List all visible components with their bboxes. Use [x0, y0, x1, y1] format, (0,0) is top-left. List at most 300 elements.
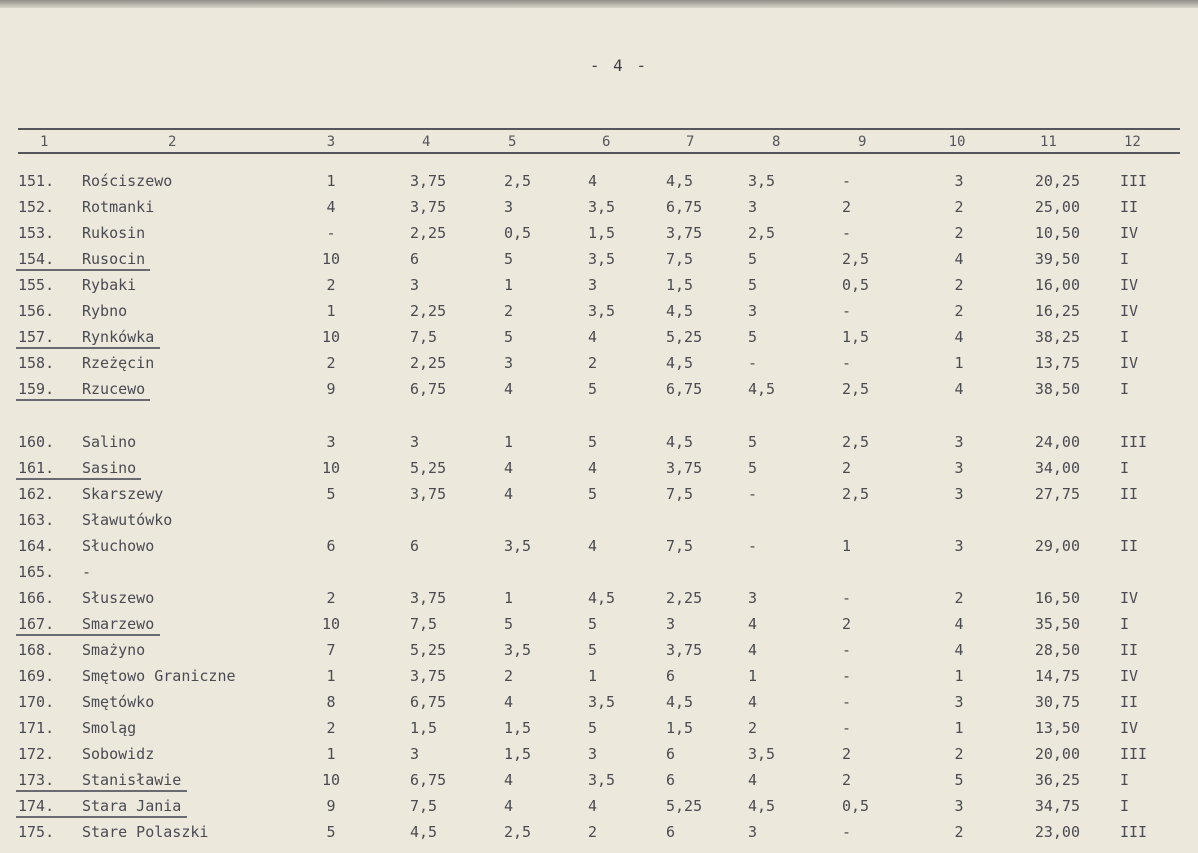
- table-row: [0, 272, 1198, 298]
- row-underline: [16, 269, 150, 271]
- table-cell: 0,5: [842, 276, 870, 294]
- table-cell: 5: [588, 433, 598, 451]
- table-cell: 4: [748, 615, 758, 633]
- row-number: 157.: [18, 328, 55, 346]
- table-cell: 20,25: [1034, 172, 1080, 190]
- table-cell: 4,5: [666, 172, 694, 190]
- row-number: 172.: [18, 745, 55, 763]
- table-cell: 4: [954, 641, 964, 659]
- table-cell: 2,5: [748, 224, 776, 242]
- table-cell: 27,75: [1034, 485, 1080, 503]
- table-cell: II: [1120, 641, 1139, 659]
- table-cell: 4: [954, 328, 964, 346]
- table-cell: 2,5: [842, 433, 870, 451]
- table-row: [0, 246, 1198, 272]
- table-cell: 7,5: [666, 485, 694, 503]
- table-cell: 5: [748, 276, 758, 294]
- locality-name: Słuchowo: [82, 537, 155, 555]
- table-row: [0, 533, 1198, 559]
- table-cell: 1,5: [410, 719, 438, 737]
- table-cell: 3: [954, 459, 964, 477]
- table-cell: 6,75: [666, 380, 703, 398]
- column-header: 10: [948, 134, 966, 150]
- table-cell: 1,5: [666, 276, 694, 294]
- table-cell: 2,25: [410, 302, 447, 320]
- table-cell: 5: [748, 250, 758, 268]
- table-cell: -: [748, 537, 758, 555]
- table-cell: 5: [588, 719, 598, 737]
- table-cell: IV: [1120, 224, 1139, 242]
- table-cell: -: [842, 302, 852, 320]
- table-cell: 7,5: [666, 537, 694, 555]
- table-cell: 5: [748, 433, 758, 451]
- locality-name: Rukosin: [82, 224, 146, 242]
- table-cell: -: [842, 224, 852, 242]
- table-cell: I: [1120, 250, 1130, 268]
- table-cell: 2: [326, 276, 336, 294]
- table-cell: 2: [954, 823, 964, 841]
- table-cell: 3,75: [410, 589, 447, 607]
- column-header: 12: [1124, 134, 1141, 150]
- table-cell: 5,25: [410, 641, 447, 659]
- table-cell: IV: [1120, 354, 1139, 372]
- table-cell: 2,25: [410, 354, 447, 372]
- table-cell: 4,5: [748, 380, 776, 398]
- table-cell: 28,50: [1034, 641, 1080, 659]
- header-bottom-rule: [18, 152, 1180, 154]
- table-cell: 2,25: [410, 224, 447, 242]
- table-cell: 4: [504, 693, 514, 711]
- locality-name: Sławutówko: [82, 511, 173, 529]
- table-cell: 20,00: [1034, 745, 1080, 763]
- table-row: [0, 194, 1198, 220]
- locality-name: Smętowo Graniczne: [82, 667, 236, 685]
- locality-name: Rusocin: [82, 250, 146, 268]
- table-cell: 10: [321, 459, 341, 477]
- table-cell: 3: [666, 615, 676, 633]
- table-cell: 29,00: [1034, 537, 1080, 555]
- column-header: 3: [326, 134, 336, 150]
- table-cell: 4: [588, 172, 598, 190]
- table-cell: 3,5: [504, 537, 532, 555]
- table-cell: 0,5: [504, 224, 532, 242]
- table-cell: IV: [1120, 276, 1139, 294]
- table-cell: 1: [954, 354, 964, 372]
- column-header: 9: [858, 134, 867, 150]
- column-header: 8: [772, 134, 781, 150]
- locality-name: Rynkówka: [82, 328, 155, 346]
- table-cell: 1: [748, 667, 758, 685]
- column-header: 7: [686, 134, 695, 150]
- table-cell: 16,00: [1034, 276, 1080, 294]
- table-cell: 7,5: [410, 328, 438, 346]
- table-cell: 3: [954, 537, 964, 555]
- table-cell: 3,75: [666, 641, 703, 659]
- table-cell: 3,75: [410, 485, 447, 503]
- table-cell: 5: [504, 328, 514, 346]
- row-number: 162.: [18, 485, 55, 503]
- locality-name: Sobowidz: [82, 745, 155, 763]
- table-cell: 30,75: [1034, 693, 1080, 711]
- table-cell: 2,5: [504, 172, 532, 190]
- table-cell: 2: [504, 667, 514, 685]
- table-cell: 2,5: [842, 485, 870, 503]
- table-cell: 38,25: [1034, 328, 1080, 346]
- table-cell: I: [1120, 380, 1130, 398]
- table-cell: 4: [588, 328, 598, 346]
- table-cell: 4,5: [666, 693, 694, 711]
- locality-name: Rybno: [82, 302, 128, 320]
- table-cell: -: [842, 667, 852, 685]
- table-row: [0, 741, 1198, 767]
- row-underline: [16, 478, 141, 480]
- table-cell: 3,5: [588, 250, 616, 268]
- locality-name: Smętówko: [82, 693, 155, 711]
- table-cell: 3,75: [666, 459, 703, 477]
- table-cell: -: [748, 354, 758, 372]
- locality-name: Rzucewo: [82, 380, 146, 398]
- table-cell: 4,5: [666, 354, 694, 372]
- row-number: 163.: [18, 511, 55, 529]
- table-cell: 5: [588, 641, 598, 659]
- table-cell: 1: [588, 667, 598, 685]
- table-cell: 2: [842, 198, 852, 216]
- table-cell: 2: [842, 459, 852, 477]
- column-header: 2: [168, 134, 177, 150]
- table-row: [0, 481, 1198, 507]
- table-cell: 4: [954, 380, 964, 398]
- table-cell: 1: [326, 172, 336, 190]
- table-cell: 0,5: [842, 797, 870, 815]
- table-cell: 3,75: [410, 172, 447, 190]
- locality-name: Stanisławie: [82, 771, 182, 789]
- table-row: [0, 663, 1198, 689]
- table-cell: 2: [954, 276, 964, 294]
- table-cell: 2: [588, 354, 598, 372]
- table-cell: 6: [666, 823, 676, 841]
- table-row: [0, 611, 1198, 637]
- locality-name: Słuszewo: [82, 589, 155, 607]
- table-cell: -: [842, 172, 852, 190]
- table-cell: 5,25: [666, 797, 703, 815]
- table-cell: 3,75: [410, 667, 447, 685]
- table-cell: 1,5: [504, 745, 532, 763]
- table-cell: -: [842, 589, 852, 607]
- table-cell: 2,25: [666, 589, 703, 607]
- table-cell: 4,5: [748, 797, 776, 815]
- table-cell: 2: [954, 745, 964, 763]
- locality-name: Smoląg: [82, 719, 137, 737]
- table-cell: 3: [748, 302, 758, 320]
- table-cell: 5: [588, 615, 598, 633]
- table-cell: 4: [504, 797, 514, 815]
- table-cell: 3,75: [410, 198, 447, 216]
- table-cell: 7,5: [410, 615, 438, 633]
- table-cell: IV: [1120, 667, 1139, 685]
- locality-name: Rościszewo: [82, 172, 173, 190]
- table-cell: -: [326, 224, 336, 242]
- table-cell: 3: [954, 172, 964, 190]
- row-number: 169.: [18, 667, 55, 685]
- row-underline: [16, 790, 187, 792]
- table-cell: 2: [588, 823, 598, 841]
- table-row: [0, 455, 1198, 481]
- table-cell: 7,5: [410, 797, 438, 815]
- table-cell: 1,5: [588, 224, 616, 242]
- table-cell: 16,50: [1034, 589, 1080, 607]
- table-cell: 1,5: [504, 719, 532, 737]
- table-cell: 3: [954, 797, 964, 815]
- locality-name: Smarzewo: [82, 615, 155, 633]
- table-cell: 5: [504, 250, 514, 268]
- column-header: 4: [422, 134, 431, 150]
- table-cell: I: [1120, 328, 1130, 346]
- table-cell: -: [748, 485, 758, 503]
- table-row: [0, 689, 1198, 715]
- table-cell: II: [1120, 537, 1139, 555]
- table-cell: 35,50: [1034, 615, 1080, 633]
- table-cell: 6,75: [666, 198, 703, 216]
- table-cell: 24,00: [1034, 433, 1080, 451]
- table-cell: 38,50: [1034, 380, 1080, 398]
- table-cell: 1: [326, 745, 336, 763]
- table-cell: 4: [326, 198, 336, 216]
- row-number: 170.: [18, 693, 55, 711]
- table-row: [0, 637, 1198, 663]
- table-cell: 2: [954, 302, 964, 320]
- table-cell: 5: [326, 485, 336, 503]
- table-cell: 6: [410, 250, 420, 268]
- table-cell: 3,5: [748, 745, 776, 763]
- table-cell: 25,00: [1034, 198, 1080, 216]
- table-cell: 5,25: [666, 328, 703, 346]
- locality-name: Stare Polaszki: [82, 823, 209, 841]
- table-cell: 5: [326, 823, 336, 841]
- table-cell: 10: [321, 328, 341, 346]
- table-cell: 4: [504, 380, 514, 398]
- table-cell: 1: [504, 433, 514, 451]
- table-row: [0, 429, 1198, 455]
- table-cell: 8: [326, 693, 336, 711]
- table-row: [0, 350, 1198, 376]
- row-number: 174.: [18, 797, 55, 815]
- locality-name: Sasino: [82, 459, 137, 477]
- table-cell: 2: [842, 771, 852, 789]
- table-cell: 4: [588, 459, 598, 477]
- table-cell: 4,5: [410, 823, 438, 841]
- table-cell: 1: [504, 589, 514, 607]
- table-row: [0, 376, 1198, 402]
- table-cell: III: [1120, 823, 1148, 841]
- table-row: [0, 507, 1198, 533]
- table-cell: 4: [504, 485, 514, 503]
- table-cell: 3: [504, 354, 514, 372]
- table-cell: 6,75: [410, 693, 447, 711]
- row-number: 158.: [18, 354, 55, 372]
- table-cell: 5: [748, 459, 758, 477]
- table-cell: 2: [954, 224, 964, 242]
- table-cell: 14,75: [1034, 667, 1080, 685]
- table-cell: 3,5: [588, 771, 616, 789]
- table-cell: 2: [326, 354, 336, 372]
- table-cell: 10: [321, 615, 341, 633]
- table-cell: 4: [588, 537, 598, 555]
- table-cell: 6: [666, 667, 676, 685]
- row-number: 159.: [18, 380, 55, 398]
- table-cell: 2: [748, 719, 758, 737]
- table-cell: 4: [748, 771, 758, 789]
- table-cell: 5: [954, 771, 964, 789]
- table-top-rule: [18, 128, 1180, 130]
- column-header: 6: [602, 134, 611, 150]
- table-cell: 4: [954, 250, 964, 268]
- table-cell: 3: [748, 198, 758, 216]
- row-underline: [16, 399, 150, 401]
- table-cell: 1: [504, 276, 514, 294]
- table-row: [0, 793, 1198, 819]
- row-number: 166.: [18, 589, 55, 607]
- table-cell: 3: [588, 745, 598, 763]
- column-header: 1: [40, 134, 49, 150]
- table-cell: 16,25: [1034, 302, 1080, 320]
- table-cell: 4: [748, 693, 758, 711]
- table-cell: 2,5: [842, 250, 870, 268]
- row-number: 167.: [18, 615, 55, 633]
- locality-name: Rybaki: [82, 276, 137, 294]
- table-cell: II: [1120, 198, 1139, 216]
- row-underline: [16, 347, 160, 349]
- table-cell: 1,5: [842, 328, 870, 346]
- table-cell: 3,5: [588, 693, 616, 711]
- locality-name: -: [82, 563, 92, 581]
- table-cell: -: [842, 693, 852, 711]
- table-cell: 34,00: [1034, 459, 1080, 477]
- table-cell: 4: [504, 771, 514, 789]
- table-cell: 3,75: [666, 224, 703, 242]
- table-cell: 3: [954, 433, 964, 451]
- table-cell: -: [842, 719, 852, 737]
- table-cell: 3,5: [748, 172, 776, 190]
- locality-name: Stara Jania: [82, 797, 182, 815]
- table-cell: 3: [748, 823, 758, 841]
- table-cell: 2: [326, 719, 336, 737]
- table-cell: 6: [666, 745, 676, 763]
- table-cell: 7: [326, 641, 336, 659]
- table-cell: 1: [954, 667, 964, 685]
- table-cell: 9: [326, 380, 336, 398]
- table-cell: 13,75: [1034, 354, 1080, 372]
- table-cell: 2: [504, 302, 514, 320]
- table-row: [0, 767, 1198, 793]
- column-header: 5: [508, 134, 517, 150]
- table-cell: 4: [954, 615, 964, 633]
- row-number: 160.: [18, 433, 55, 451]
- table-row: [0, 559, 1198, 585]
- table-cell: 1: [954, 719, 964, 737]
- locality-name: Rotmanki: [82, 198, 155, 216]
- table-cell: 5,25: [410, 459, 447, 477]
- row-number: 161.: [18, 459, 55, 477]
- page-number: - 4 -: [589, 56, 649, 75]
- table-cell: 3,5: [588, 198, 616, 216]
- row-number: 165.: [18, 563, 55, 581]
- table-cell: 6: [410, 537, 420, 555]
- table-cell: 23,00: [1034, 823, 1080, 841]
- locality-name: Smażyno: [82, 641, 146, 659]
- table-cell: 4,5: [666, 433, 694, 451]
- table-cell: IV: [1120, 589, 1139, 607]
- table-cell: I: [1120, 459, 1130, 477]
- table-cell: 10: [321, 250, 341, 268]
- table-cell: 3,5: [588, 302, 616, 320]
- table-cell: 36,25: [1034, 771, 1080, 789]
- table-cell: 3: [410, 433, 420, 451]
- locality-name: Skarszewy: [82, 485, 164, 503]
- row-number: 173.: [18, 771, 55, 789]
- table-cell: -: [842, 354, 852, 372]
- table-cell: I: [1120, 771, 1130, 789]
- table-cell: 3: [410, 276, 420, 294]
- table-cell: 2,5: [504, 823, 532, 841]
- table-cell: 4: [588, 797, 598, 815]
- table-row: [0, 715, 1198, 741]
- table-cell: I: [1120, 615, 1130, 633]
- table-cell: -: [842, 641, 852, 659]
- table-cell: 5: [504, 615, 514, 633]
- table-cell: III: [1120, 172, 1148, 190]
- table-cell: 5: [588, 380, 598, 398]
- table-cell: 10: [321, 771, 341, 789]
- table-cell: II: [1120, 485, 1139, 503]
- table-cell: 4,5: [666, 302, 694, 320]
- table-cell: 3: [954, 693, 964, 711]
- table-cell: 3: [326, 433, 336, 451]
- row-number: 175.: [18, 823, 55, 841]
- table-cell: 7,5: [666, 250, 694, 268]
- table-cell: 1: [326, 667, 336, 685]
- scan-top-edge: [0, 0, 1198, 8]
- column-header-row: [0, 131, 1198, 153]
- table-cell: 2: [326, 589, 336, 607]
- locality-name: Rzeżęcin: [82, 354, 155, 372]
- table-cell: 2: [842, 615, 852, 633]
- table-cell: IV: [1120, 302, 1139, 320]
- table-cell: 4: [748, 641, 758, 659]
- row-number: 152.: [18, 198, 55, 216]
- row-number: 151.: [18, 172, 55, 190]
- table-cell: 6,75: [410, 380, 447, 398]
- row-number: 156.: [18, 302, 55, 320]
- table-cell: 1,5: [666, 719, 694, 737]
- table-cell: 34,75: [1034, 797, 1080, 815]
- table-cell: 2: [842, 745, 852, 763]
- table-cell: 3: [748, 589, 758, 607]
- table-cell: 10,50: [1034, 224, 1080, 242]
- table-cell: 13,50: [1034, 719, 1080, 737]
- table-cell: I: [1120, 797, 1130, 815]
- locality-name: Salino: [82, 433, 137, 451]
- table-cell: 1: [842, 537, 852, 555]
- row-number: 154.: [18, 250, 55, 268]
- table-cell: 6: [666, 771, 676, 789]
- table-cell: 2,5: [842, 380, 870, 398]
- row-number: 171.: [18, 719, 55, 737]
- table-cell: II: [1120, 693, 1139, 711]
- table-row: [0, 324, 1198, 350]
- table-cell: 6: [326, 537, 336, 555]
- table-cell: 5: [748, 328, 758, 346]
- table-cell: -: [842, 823, 852, 841]
